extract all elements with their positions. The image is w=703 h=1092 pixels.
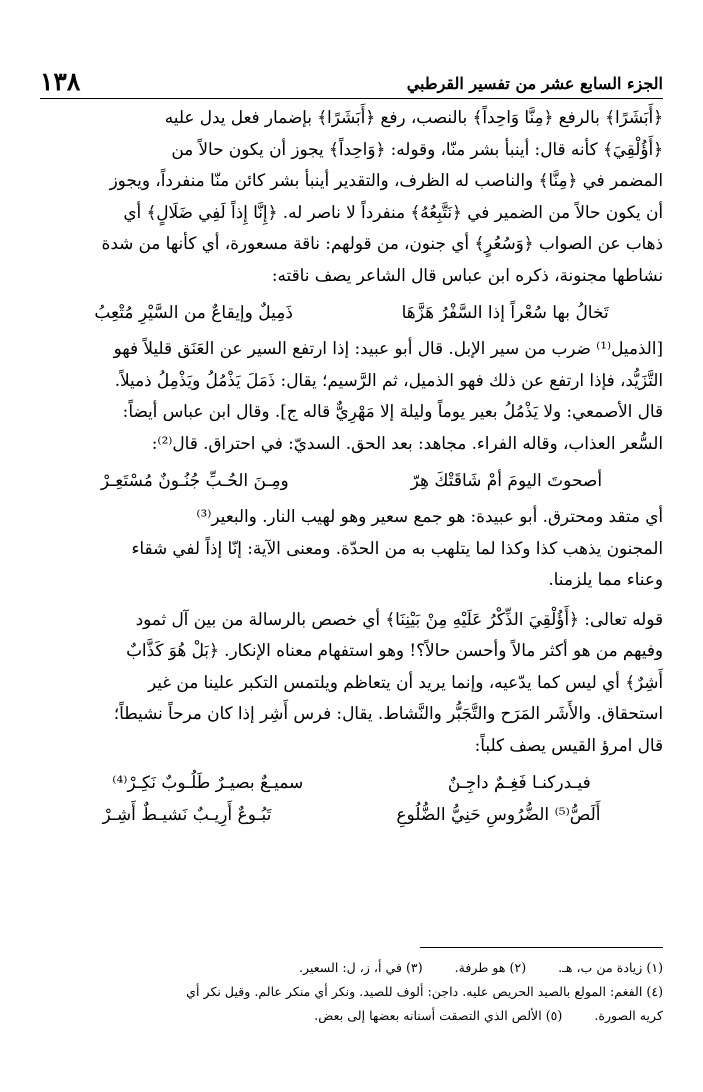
paragraph-gap	[40, 596, 663, 604]
text-line: أَشِرٌ﴾ أي ليس كما يدّعيه، وإنما يريد أن يتعاظم ويلتمس التكبر علينا من غير	[147, 671, 663, 692]
verse-first-hemistich: أَلَصُّ⁽⁵⁾ الضُّرُوسِ حَنِيُّ الضُّلُوعِ	[396, 805, 601, 825]
poetry-verse	[40, 463, 663, 499]
footnote-1: (١) زيادة من ب، هـ.	[558, 960, 663, 975]
text-line: أي متقد ومحترق. أبو عبيدة: هو جمع سعير وهو لهيب النار. والبعير⁽³⁾	[196, 506, 663, 526]
text-line: قال الأصمعي: ولا يَذْمُلُ بعير يوماً وليلة إلا مَهْرِيٌّ قاله ج]. وقال ابن عباس أيضاً:	[122, 401, 663, 421]
footnote-4-continued: كريه الصورة.	[594, 1008, 663, 1023]
text-line: وفيهم من هو أكثر مالاً وأحسن حالاً؟! وهو استفهام معناه الإنكار. ﴿بَلْ هُوَ كَذَّابٌ	[126, 640, 663, 660]
text-line: وعناء مما يلزمنا.	[548, 569, 663, 589]
footnotes	[40, 956, 663, 1028]
footnote-4: (٤) الفغم: المولع بالصيد الحريص عليه. داجن: ألوف للصيد. ونكر أي منكر عالم. وقيل نكر أي	[186, 984, 663, 999]
text-line: قوله تعالى: ﴿أَؤُلْقِيَ الذِّكْرُ عَلَيْهِ مِنْ بَيْنِنَا﴾ أي خصص بالرسالة من بين آل ثمود	[135, 608, 663, 629]
text-line: التَّزَيُّد، فإذا ارتفع عن ذلك فهو الذميل، ثم الرَّسيم؛ يقال: ذَمَلَ يَذْمُلُ ويَذْمِلُ ذميلاً.	[114, 369, 663, 390]
poetry-verse	[40, 797, 663, 833]
verse-second-hemistich: تَبُـوعٌ أَرِيـبٌ نَشيـطٌ أَشِـرْ	[102, 805, 272, 825]
poetry-verse	[40, 295, 663, 331]
verse-first-hemistich: فيـدركنـا فَغِـمٌ داجِـنٌ	[447, 773, 591, 793]
text-line: المضمر في ﴿مِنَّا﴾ والناصب له الظرف، والتقدير أينبأ بشر كائن منّا منفرداً، ويجوز	[109, 170, 663, 190]
body-text	[40, 102, 663, 835]
verse-first-hemistich: أصحوتَ اليومَ أمْ شَاقَتْكَ هِرّ	[410, 471, 603, 491]
text-line: [الذميل⁽¹⁾ ضرب من سير الإبل. قال أبو عبيد: إذا ارتفع السير عن العَنَق قليلاً فهو	[113, 338, 663, 358]
text-line: المجنون يذهب كذا وكذا لما يتلهب به من الحدّة. ومعنى الآية: إنّا إذاً لفي شقاء	[131, 537, 663, 558]
page-number: ١٣٨	[40, 67, 81, 96]
poetry-verse	[40, 765, 663, 801]
text-line: ذهاب عن الصواب ﴿وَسُعُرٍ﴾ أي جنون، من قولهم: ناقة مسعورة، أي كأنها من شدة	[101, 233, 663, 253]
text-line: ﴿أَبَشَرًا﴾ بالرفع ﴿مِنَّا وَاحِداً﴾ بالنصب، رفع ﴿أَبَشَرًا﴾ بإضمار فعل يدل عليه	[164, 107, 663, 127]
text-line: استحقاق. والأَشَر المَرَح والتَّجَبُّر والنَّشاط. يقال: فرس أَشِر إذا كان مرحاً نشيطاً؛	[113, 703, 663, 723]
footnote-line	[40, 1004, 663, 1028]
text-line: قال امرؤ القيس يصف كلباً:	[474, 734, 663, 755]
text-line: نشاطها مجنونة، ذكره ابن عباس قال الشاعر يصف ناقته:	[271, 264, 663, 285]
text-line: أن يكون حالاً من الضمير في ﴿نَتَّبِعُهُ﴾ منفرداً لا ناصر له. ﴿إِنَّا إِذاً لَفِي ضَلَالٍ﴾ أي	[123, 201, 663, 222]
footnote-2: (٢) هو طرفة.	[454, 960, 527, 975]
text-line: السُّعر العذاب، وقاله الفراء. مجاهد: بعد الحق. السديّ: في احتراق. قال⁽²⁾:	[151, 432, 663, 453]
verse-second-hemistich: ومِـنَ الحُـبِّ جُنُـونٌ مُسْتَعِـرْ	[100, 471, 289, 491]
footnote-line	[40, 956, 663, 980]
running-title: الجزء السابع عشر من تفسير القرطبي	[406, 74, 663, 93]
text-line: ﴿أَؤُلْقِيَ﴾ كأنه قال: أينبأ بشر منّا، وقوله: ﴿وَاحِداً﴾ يجوز أن يكون حالاً من	[171, 138, 663, 159]
verse-second-hemistich: ذَمِيلٌ وإيقاعٌ من السَّيْرِ مُتْعِبُ	[94, 303, 293, 323]
footnote-3: (٣) في أ، ز، ل: السعير.	[298, 960, 423, 975]
verse-first-hemistich: تَخالُ بها سُعْراً إذا السَّفْرُ هَزَّهَا	[401, 303, 609, 323]
page-header	[40, 62, 663, 99]
verse-second-hemistich: سميـعٌ بصيـرٌ طَلُـوبٌ نَكِـرْ⁽⁴⁾	[112, 773, 304, 793]
footnote-divider	[420, 947, 663, 948]
footnote-5: (٥) الألص الذي التصقت أسنانه بعضها إلى بعض.	[314, 1008, 563, 1023]
